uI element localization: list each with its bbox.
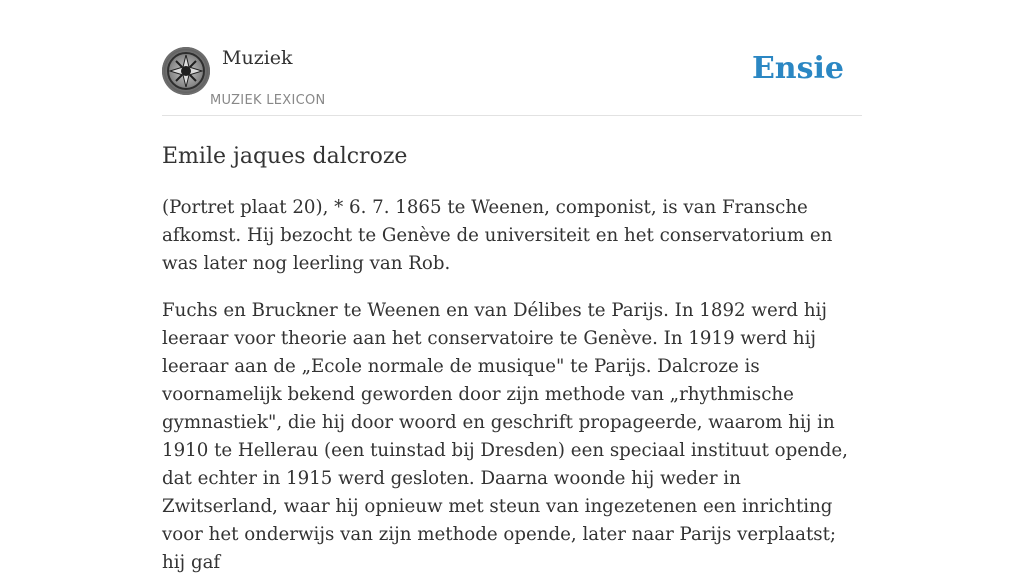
- brand-logo[interactable]: Ensie: [751, 51, 844, 86]
- article-title: Emile jaques dalcroze: [162, 144, 408, 169]
- avatar[interactable]: [162, 47, 210, 95]
- article-paragraph: (Portret plaat 20), * 6. 7. 1865 te Weenen, componist, is van Fransche afkomst. Hij bezocht te Genève de universiteit en het conservatorium en was later nog leerling van Rob.: [162, 197, 833, 274]
- music-emblem-icon: [162, 47, 210, 95]
- content-container: [162, 0, 862, 577]
- header: [162, 0, 862, 116]
- article-paragraph: Fuchs en Bruckner te Weenen en van Délibes te Parijs. In 1892 werd hij leeraar voor theorie aan het conservatoire te Genève. In 1919 werd hij leeraar aan de „Ecole normale de musique" te Parijs. Dalcroze is voornamelijk bekend geworden door zijn methode van „rhythmische gymnastiek", die hij door woord en geschrift propageerde, waarom hij in 1910 te Hellerau (een tuinstad bij Dresden) een speciaal instituut opende, dat echter in 1915 werd gesloten. Daarna woonde hij weder in Zwitserland, waar hij opnieuw met steun van ingezetenen een inrichting voor het onderwijs van zijn methode opende, later naar Parijs verplaatst; hij gaf: [162, 300, 848, 573]
- site-name[interactable]: Muziek: [222, 47, 293, 69]
- site-subtitle: MUZIEK LEXICON: [210, 93, 326, 108]
